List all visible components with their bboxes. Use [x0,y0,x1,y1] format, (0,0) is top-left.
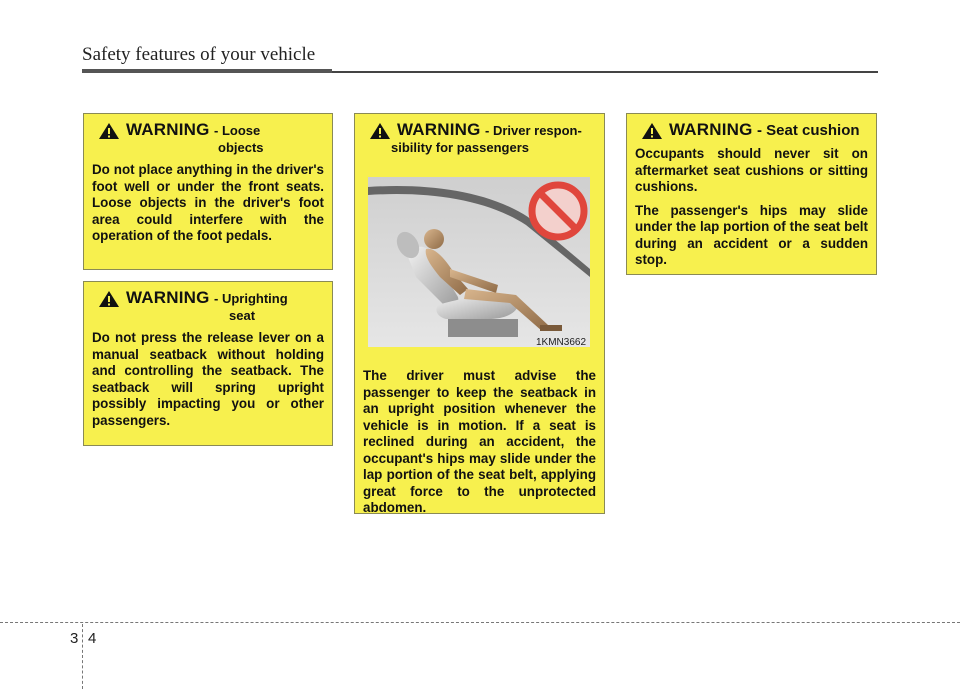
warning-body-2: The passenger's hips may slide under the lap portion of the seat belt during an accident or a sudden stop. [635,202,868,267]
reclined-seat-illustration [368,177,590,347]
warning-header [363,121,596,156]
warning-box-upright-seat [83,281,333,446]
warning-label: WARNING [397,120,481,139]
chapter-number: 3 [70,630,79,647]
image-code-label: 1KMN3662 [536,337,587,348]
warning-box-loose-objects [83,113,333,270]
reclined-passenger-image [368,177,590,347]
warning-subtitle-cont: seat [229,308,256,323]
warning-subtitle: - Driver respon- [485,123,582,138]
footer-divider [82,624,83,689]
warning-body: Do not press the release lever on a manual seatback without holding and controlling the seatback. The seatback will spring upright possibly impacting you or other passengers. [92,330,324,428]
warning-body: Do not place anything in the driver's foot well or under the front seats. Loose objects in the driver's foot area could interfere with the operation of the foot pedals. [92,162,324,243]
warning-box-seat-cushion [626,113,877,275]
footer-rule [0,622,960,623]
warning-header [92,121,324,156]
warning-body-1: Occupants should never sit on aftermarket seat cushions or sitting cushions. [635,146,868,194]
header-rule-accent [82,69,332,73]
warning-label: WARNING [126,120,210,139]
warning-subtitle: - Seat cushion [757,122,860,139]
warning-subtitle-cont: sibility for passengers [391,140,529,155]
warning-header [635,121,868,140]
page-header-title: Safety features of your vehicle [82,44,316,65]
warning-subtitle: - Uprighting [214,291,288,306]
warning-subtitle-cont: objects [218,140,264,155]
warning-triangle-icon [98,290,120,308]
warning-triangle-icon [369,122,391,140]
warning-subtitle: - Loose [214,123,261,138]
warning-label: WARNING [126,288,210,307]
warning-triangle-icon [641,122,663,140]
warning-body: The driver must advise the passenger to keep the seatback in an upright position whenever the vehicle is in motion. If a seat is reclined during an accident, the occupant's hips may slide under the lap portion of the seat belt, applying great force to the unprotected abdomen. [363,368,596,515]
warning-triangle-icon [98,122,120,140]
warning-header [92,289,324,324]
warning-label: WARNING [669,120,753,139]
page-number: 4 [88,630,97,647]
